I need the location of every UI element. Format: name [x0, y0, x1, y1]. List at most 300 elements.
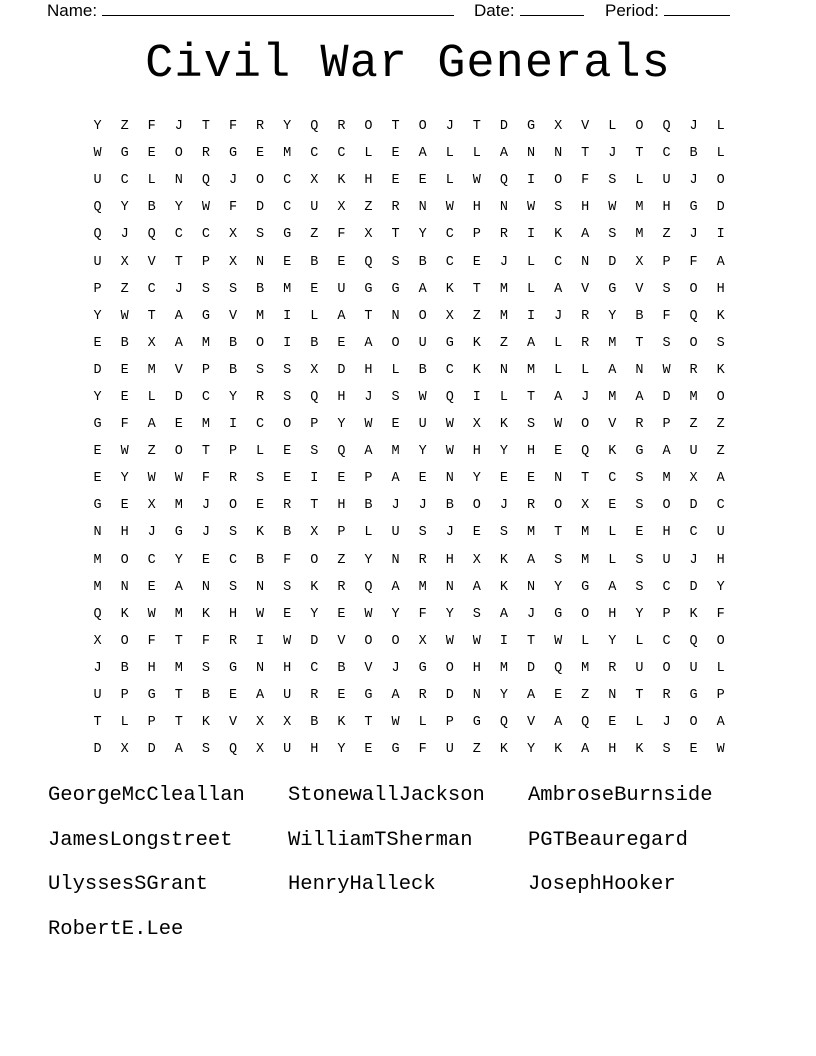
grid-cell[interactable]: E	[337, 471, 346, 487]
grid-cell[interactable]: T	[472, 119, 481, 135]
grid-cell[interactable]: H	[581, 200, 590, 216]
grid-cell[interactable]: E	[364, 742, 373, 758]
grid-cell[interactable]: J	[201, 498, 210, 514]
grid-cell[interactable]: W	[147, 471, 156, 487]
grid-cell[interactable]: Y	[93, 119, 102, 135]
grid-cell[interactable]: A	[174, 742, 183, 758]
grid-cell[interactable]: C	[201, 389, 210, 405]
grid-cell[interactable]: N	[608, 688, 617, 704]
grid-cell[interactable]: A	[635, 389, 644, 405]
grid-cell[interactable]: K	[337, 173, 346, 189]
grid-cell[interactable]: O	[256, 173, 265, 189]
grid-cell[interactable]: T	[526, 389, 536, 405]
grid-cell[interactable]: F	[147, 119, 156, 135]
grid-cell[interactable]: O	[256, 335, 265, 351]
grid-cell[interactable]: A	[174, 308, 183, 324]
grid-cell[interactable]: Q	[689, 633, 698, 649]
grid-cell[interactable]: S	[635, 498, 644, 514]
grid-cell[interactable]: Q	[201, 173, 210, 189]
grid-cell[interactable]: M	[93, 579, 102, 595]
grid-cell[interactable]: Q	[581, 715, 590, 731]
grid-cell[interactable]: D	[310, 633, 319, 649]
grid-cell[interactable]: O	[228, 498, 238, 514]
grid-cell[interactable]: T	[526, 633, 536, 649]
grid-cell[interactable]: N	[472, 688, 481, 704]
grid-cell[interactable]: M	[283, 281, 292, 297]
grid-cell[interactable]: S	[283, 389, 292, 405]
grid-cell[interactable]: G	[147, 688, 156, 704]
grid-cell[interactable]: L	[445, 173, 454, 189]
grid-cell[interactable]: C	[662, 146, 671, 162]
grid-cell[interactable]: A	[554, 715, 563, 731]
grid-cell[interactable]: U	[391, 525, 400, 541]
grid-cell[interactable]: T	[310, 498, 319, 514]
grid-cell[interactable]: X	[228, 254, 238, 270]
grid-cell[interactable]: I	[283, 308, 292, 324]
grid-cell[interactable]: Y	[608, 308, 617, 324]
grid-cell[interactable]: M	[499, 308, 508, 324]
grid-cell[interactable]: T	[581, 146, 590, 162]
grid-cell[interactable]: V	[581, 119, 590, 135]
grid-cell[interactable]: N	[256, 254, 265, 270]
grid-cell[interactable]: R	[256, 119, 265, 135]
grid-cell[interactable]: T	[174, 715, 183, 731]
grid-cell[interactable]: S	[256, 471, 265, 487]
grid-cell[interactable]: U	[283, 688, 292, 704]
grid-cell[interactable]: T	[364, 715, 373, 731]
grid-cell[interactable]: A	[472, 579, 481, 595]
grid-cell[interactable]: J	[608, 146, 617, 162]
grid-cell[interactable]: U	[445, 742, 454, 758]
grid-cell[interactable]: H	[472, 200, 481, 216]
grid-cell[interactable]: Q	[147, 227, 156, 243]
grid-cell[interactable]: A	[256, 688, 265, 704]
grid-cell[interactable]: H	[228, 606, 238, 622]
grid-cell[interactable]: F	[662, 308, 671, 324]
grid-cell[interactable]: K	[716, 362, 725, 378]
grid-cell[interactable]: W	[364, 417, 373, 433]
grid-cell[interactable]: E	[93, 471, 102, 487]
grid-cell[interactable]: E	[147, 146, 156, 162]
grid-cell[interactable]: G	[283, 227, 292, 243]
grid-cell[interactable]: J	[120, 227, 129, 243]
grid-cell[interactable]: E	[283, 471, 292, 487]
grid-cell[interactable]: D	[526, 660, 536, 676]
grid-cell[interactable]: A	[662, 444, 671, 460]
grid-cell[interactable]: Q	[445, 389, 454, 405]
grid-cell[interactable]: W	[608, 200, 617, 216]
grid-cell[interactable]: L	[120, 715, 129, 731]
grid-cell[interactable]: S	[418, 525, 427, 541]
grid-cell[interactable]: T	[581, 471, 590, 487]
grid-cell[interactable]: F	[337, 227, 346, 243]
grid-cell[interactable]: X	[472, 417, 481, 433]
grid-cell[interactable]: T	[93, 715, 102, 731]
grid-cell[interactable]: Q	[310, 119, 319, 135]
grid-cell[interactable]: G	[228, 660, 238, 676]
grid-cell[interactable]: Y	[93, 308, 102, 324]
grid-cell[interactable]: O	[120, 552, 129, 568]
grid-cell[interactable]: L	[364, 525, 373, 541]
grid-cell[interactable]: S	[662, 335, 671, 351]
grid-cell[interactable]: R	[228, 633, 238, 649]
grid-cell[interactable]: S	[662, 742, 671, 758]
grid-cell[interactable]: M	[256, 308, 265, 324]
grid-cell[interactable]: E	[120, 498, 129, 514]
grid-cell[interactable]: S	[283, 579, 292, 595]
word-search-grid[interactable]	[84, 113, 734, 763]
grid-cell[interactable]: Q	[364, 579, 373, 595]
grid-cell[interactable]: W	[120, 444, 129, 460]
grid-cell[interactable]: A	[526, 552, 536, 568]
grid-cell[interactable]: X	[310, 173, 319, 189]
grid-cell[interactable]: B	[635, 308, 644, 324]
grid-cell[interactable]: Y	[635, 606, 644, 622]
grid-cell[interactable]: Z	[662, 227, 671, 243]
grid-cell[interactable]: H	[364, 362, 373, 378]
grid-cell[interactable]: B	[228, 335, 238, 351]
grid-cell[interactable]: K	[472, 362, 481, 378]
grid-cell[interactable]: E	[391, 146, 400, 162]
grid-cell[interactable]: T	[391, 227, 400, 243]
grid-cell[interactable]: K	[499, 742, 508, 758]
grid-cell[interactable]: K	[499, 417, 508, 433]
grid-cell[interactable]: U	[662, 552, 671, 568]
grid-cell[interactable]: L	[581, 633, 590, 649]
grid-cell[interactable]: S	[554, 200, 563, 216]
grid-cell[interactable]: L	[256, 444, 265, 460]
grid-cell[interactable]: D	[608, 254, 617, 270]
grid-cell[interactable]: O	[581, 417, 590, 433]
grid-cell[interactable]: O	[472, 498, 481, 514]
grid-cell[interactable]: Z	[716, 417, 725, 433]
grid-cell[interactable]: J	[445, 119, 454, 135]
grid-cell[interactable]: A	[418, 281, 427, 297]
grid-cell[interactable]: I	[526, 173, 536, 189]
grid-cell[interactable]: Y	[120, 471, 129, 487]
grid-cell[interactable]: G	[689, 200, 698, 216]
grid-cell[interactable]: M	[201, 335, 210, 351]
grid-cell[interactable]: X	[689, 471, 698, 487]
grid-cell[interactable]: T	[201, 119, 210, 135]
grid-cell[interactable]: G	[174, 525, 183, 541]
grid-cell[interactable]: Y	[472, 471, 481, 487]
grid-cell[interactable]: O	[364, 119, 373, 135]
grid-cell[interactable]: X	[310, 525, 319, 541]
grid-cell[interactable]: S	[201, 281, 210, 297]
grid-cell[interactable]: A	[174, 579, 183, 595]
grid-cell[interactable]: W	[445, 444, 454, 460]
grid-cell[interactable]: Y	[499, 688, 508, 704]
grid-cell[interactable]: G	[201, 308, 210, 324]
grid-cell[interactable]: B	[689, 146, 698, 162]
grid-cell[interactable]: B	[147, 200, 156, 216]
grid-cell[interactable]: S	[662, 281, 671, 297]
grid-cell[interactable]: W	[364, 606, 373, 622]
grid-cell[interactable]: Y	[554, 579, 563, 595]
grid-cell[interactable]: W	[174, 471, 183, 487]
grid-cell[interactable]: E	[526, 471, 536, 487]
grid-cell[interactable]: W	[283, 633, 292, 649]
grid-cell[interactable]: N	[526, 579, 536, 595]
grid-cell[interactable]: R	[391, 200, 400, 216]
grid-cell[interactable]: X	[256, 715, 265, 731]
grid-cell[interactable]: S	[228, 281, 238, 297]
grid-cell[interactable]: K	[716, 308, 725, 324]
grid-cell[interactable]: E	[283, 606, 292, 622]
grid-cell[interactable]: L	[554, 362, 563, 378]
grid-cell[interactable]: M	[635, 227, 644, 243]
grid-cell[interactable]: R	[499, 227, 508, 243]
grid-cell[interactable]: Y	[228, 389, 238, 405]
grid-cell[interactable]: Z	[472, 308, 481, 324]
grid-cell[interactable]: V	[635, 281, 644, 297]
grid-cell[interactable]: T	[201, 444, 210, 460]
grid-cell[interactable]: C	[445, 227, 454, 243]
grid-cell[interactable]: D	[499, 119, 508, 135]
grid-cell[interactable]: P	[716, 688, 725, 704]
grid-cell[interactable]: W	[445, 417, 454, 433]
grid-cell[interactable]: H	[526, 444, 536, 460]
grid-cell[interactable]: O	[554, 498, 563, 514]
grid-cell[interactable]: Q	[337, 444, 346, 460]
grid-cell[interactable]: E	[418, 471, 427, 487]
grid-cell[interactable]: N	[635, 362, 644, 378]
grid-cell[interactable]: U	[418, 335, 427, 351]
grid-cell[interactable]: A	[608, 579, 617, 595]
grid-cell[interactable]: Q	[689, 308, 698, 324]
grid-cell[interactable]: J	[581, 389, 590, 405]
grid-cell[interactable]: Y	[418, 444, 427, 460]
grid-cell[interactable]: E	[337, 688, 346, 704]
grid-cell[interactable]: I	[526, 308, 536, 324]
grid-cell[interactable]: E	[283, 254, 292, 270]
grid-cell[interactable]: E	[310, 281, 319, 297]
grid-cell[interactable]: Q	[93, 227, 102, 243]
grid-cell[interactable]: Z	[120, 119, 129, 135]
grid-cell[interactable]: K	[635, 742, 644, 758]
grid-cell[interactable]: X	[554, 119, 563, 135]
grid-cell[interactable]: T	[635, 146, 644, 162]
grid-cell[interactable]: V	[228, 308, 238, 324]
grid-cell[interactable]: Y	[391, 606, 400, 622]
grid-cell[interactable]: I	[228, 417, 238, 433]
grid-cell[interactable]: J	[662, 715, 671, 731]
grid-cell[interactable]: N	[93, 525, 102, 541]
grid-cell[interactable]: H	[608, 606, 617, 622]
grid-cell[interactable]: P	[662, 606, 671, 622]
grid-cell[interactable]: M	[581, 552, 590, 568]
grid-cell[interactable]: W	[526, 200, 536, 216]
grid-cell[interactable]: Q	[364, 254, 373, 270]
grid-cell[interactable]: O	[635, 119, 644, 135]
name-field[interactable]	[47, 0, 454, 20]
grid-cell[interactable]: I	[256, 633, 265, 649]
grid-cell[interactable]: G	[581, 579, 590, 595]
grid-cell[interactable]: E	[174, 417, 183, 433]
grid-cell[interactable]: E	[472, 254, 481, 270]
grid-cell[interactable]: J	[391, 660, 400, 676]
grid-cell[interactable]: M	[608, 335, 617, 351]
grid-cell[interactable]: Y	[174, 552, 183, 568]
grid-cell[interactable]: S	[391, 389, 400, 405]
grid-cell[interactable]: E	[120, 362, 129, 378]
grid-cell[interactable]: O	[554, 173, 563, 189]
grid-cell[interactable]: Y	[608, 633, 617, 649]
grid-cell[interactable]: Z	[147, 444, 156, 460]
period-field[interactable]	[605, 0, 730, 20]
grid-cell[interactable]: O	[283, 417, 292, 433]
grid-cell[interactable]: W	[554, 417, 563, 433]
grid-cell[interactable]: O	[120, 633, 129, 649]
grid-cell[interactable]: Z	[337, 552, 346, 568]
grid-cell[interactable]: C	[283, 200, 292, 216]
grid-cell[interactable]: S	[391, 254, 400, 270]
grid-cell[interactable]: U	[93, 254, 102, 270]
grid-cell[interactable]: Y	[364, 552, 373, 568]
grid-cell[interactable]: N	[554, 146, 563, 162]
grid-cell[interactable]: C	[445, 254, 454, 270]
grid-cell[interactable]: G	[228, 146, 238, 162]
grid-cell[interactable]: W	[445, 633, 454, 649]
grid-cell[interactable]: C	[283, 173, 292, 189]
grid-cell[interactable]: Q	[93, 606, 102, 622]
grid-cell[interactable]: T	[635, 688, 644, 704]
grid-cell[interactable]: J	[689, 119, 698, 135]
grid-cell[interactable]: R	[283, 498, 292, 514]
grid-cell[interactable]: G	[689, 688, 698, 704]
grid-cell[interactable]: F	[228, 200, 238, 216]
grid-cell[interactable]: Y	[174, 200, 183, 216]
grid-cell[interactable]: F	[201, 633, 210, 649]
grid-cell[interactable]: C	[716, 498, 725, 514]
grid-cell[interactable]: T	[174, 254, 183, 270]
grid-cell[interactable]: L	[391, 362, 400, 378]
grid-cell[interactable]: P	[228, 444, 238, 460]
grid-cell[interactable]: J	[418, 498, 427, 514]
grid-cell[interactable]: J	[689, 227, 698, 243]
grid-cell[interactable]: T	[147, 308, 156, 324]
grid-cell[interactable]: B	[256, 552, 265, 568]
grid-cell[interactable]: R	[526, 498, 536, 514]
grid-cell[interactable]: X	[310, 362, 319, 378]
grid-cell[interactable]: H	[337, 498, 346, 514]
grid-cell[interactable]: L	[608, 119, 617, 135]
grid-cell[interactable]: Q	[499, 173, 508, 189]
grid-cell[interactable]: L	[581, 362, 590, 378]
grid-cell[interactable]: R	[256, 389, 265, 405]
grid-cell[interactable]: A	[716, 715, 725, 731]
grid-cell[interactable]: H	[472, 660, 481, 676]
grid-cell[interactable]: B	[120, 660, 129, 676]
grid-cell[interactable]: B	[228, 362, 238, 378]
grid-cell[interactable]: Z	[689, 417, 698, 433]
grid-cell[interactable]: V	[526, 715, 536, 731]
grid-cell[interactable]: M	[635, 200, 644, 216]
grid-cell[interactable]: L	[608, 525, 617, 541]
grid-cell[interactable]: A	[526, 335, 536, 351]
grid-cell[interactable]: R	[418, 552, 427, 568]
grid-cell[interactable]: O	[174, 444, 183, 460]
grid-cell[interactable]: A	[418, 146, 427, 162]
grid-cell[interactable]: H	[283, 660, 292, 676]
grid-cell[interactable]: D	[147, 742, 156, 758]
grid-cell[interactable]: K	[256, 525, 265, 541]
grid-cell[interactable]: U	[93, 688, 102, 704]
grid-cell[interactable]: C	[608, 471, 617, 487]
grid-cell[interactable]: B	[310, 254, 319, 270]
grid-cell[interactable]: V	[581, 281, 590, 297]
grid-cell[interactable]: K	[445, 281, 454, 297]
grid-cell[interactable]: W	[472, 633, 481, 649]
grid-cell[interactable]: H	[445, 552, 454, 568]
grid-cell[interactable]: L	[472, 146, 481, 162]
grid-cell[interactable]: J	[147, 525, 156, 541]
grid-cell[interactable]: A	[499, 146, 508, 162]
grid-cell[interactable]: J	[93, 660, 102, 676]
grid-cell[interactable]: E	[554, 688, 563, 704]
grid-cell[interactable]: T	[174, 688, 183, 704]
grid-cell[interactable]: O	[445, 660, 454, 676]
grid-cell[interactable]: R	[581, 308, 590, 324]
grid-cell[interactable]: N	[581, 254, 590, 270]
grid-cell[interactable]: U	[337, 281, 346, 297]
grid-cell[interactable]: F	[418, 606, 427, 622]
grid-cell[interactable]: A	[364, 444, 373, 460]
grid-cell[interactable]: W	[93, 146, 102, 162]
grid-cell[interactable]: K	[554, 227, 563, 243]
grid-cell[interactable]: O	[174, 146, 183, 162]
grid-cell[interactable]: X	[120, 254, 129, 270]
grid-cell[interactable]: G	[93, 417, 102, 433]
grid-cell[interactable]: F	[283, 552, 292, 568]
grid-cell[interactable]: O	[689, 335, 698, 351]
grid-cell[interactable]: M	[174, 606, 183, 622]
grid-cell[interactable]: K	[201, 606, 210, 622]
grid-cell[interactable]: E	[472, 525, 481, 541]
grid-cell[interactable]: E	[93, 335, 102, 351]
grid-cell[interactable]: U	[418, 417, 427, 433]
grid-cell[interactable]: J	[174, 119, 183, 135]
grid-cell[interactable]: J	[364, 389, 373, 405]
grid-cell[interactable]: M	[391, 444, 400, 460]
grid-cell[interactable]: T	[554, 525, 563, 541]
grid-cell[interactable]: A	[526, 688, 536, 704]
grid-cell[interactable]: E	[256, 498, 265, 514]
grid-cell[interactable]: S	[554, 552, 563, 568]
grid-cell[interactable]: R	[310, 688, 319, 704]
grid-cell[interactable]: X	[147, 335, 156, 351]
grid-cell[interactable]: J	[201, 525, 210, 541]
grid-cell[interactable]: N	[174, 173, 183, 189]
grid-cell[interactable]: L	[526, 254, 536, 270]
grid-cell[interactable]: R	[662, 688, 671, 704]
grid-cell[interactable]: V	[174, 362, 183, 378]
grid-cell[interactable]: X	[418, 633, 427, 649]
grid-cell[interactable]: O	[689, 281, 698, 297]
grid-cell[interactable]: E	[391, 173, 400, 189]
grid-cell[interactable]: C	[256, 417, 265, 433]
grid-cell[interactable]: O	[391, 633, 400, 649]
grid-cell[interactable]: M	[689, 389, 698, 405]
grid-cell[interactable]: P	[364, 471, 373, 487]
grid-cell[interactable]: K	[472, 335, 481, 351]
grid-cell[interactable]: W	[716, 742, 725, 758]
grid-cell[interactable]: I	[716, 227, 725, 243]
grid-cell[interactable]: A	[391, 688, 400, 704]
grid-cell[interactable]: H	[364, 173, 373, 189]
grid-cell[interactable]: H	[716, 281, 725, 297]
